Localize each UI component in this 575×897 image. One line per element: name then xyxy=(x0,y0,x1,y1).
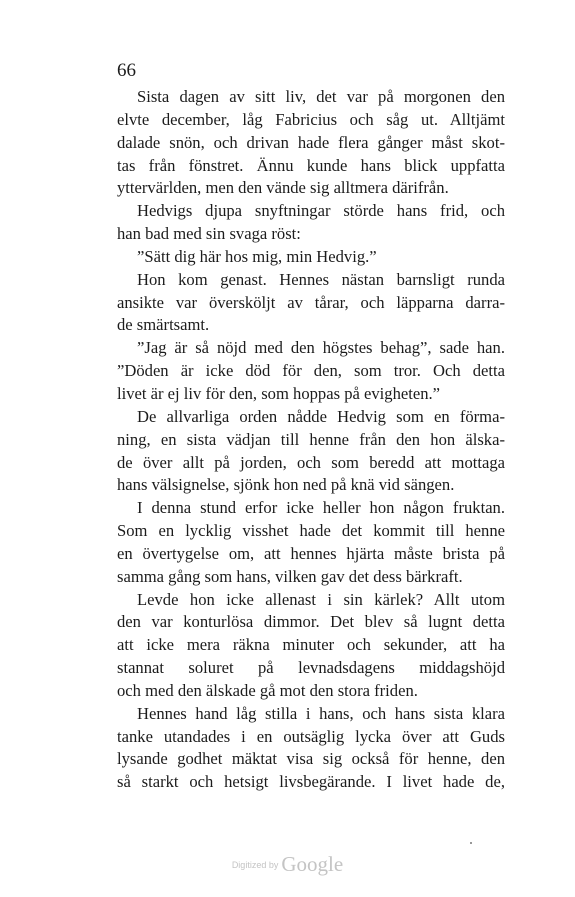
text-line: de över allt på jorden, och som beredd att mottaga xyxy=(117,452,505,472)
text-line: Hon kom genast. Hennes nästan barnsligt runda xyxy=(137,269,505,289)
text-line: Sista dagen av sitt liv, det var på morgonen den xyxy=(137,87,505,106)
page-number: 66 xyxy=(117,60,136,81)
text-line: att icke mera räkna minuter och sekunder, att ha xyxy=(117,635,505,655)
text-line: ”Sätt dig här hos mig, min Hedvig.” xyxy=(137,246,377,266)
text-line: dalade snön, och drivan hade flera gånger måst skot- xyxy=(117,132,505,152)
text-line: Som en lycklig visshet hade det kommit till henne xyxy=(117,521,505,541)
text-line: De allvarliga orden nådde Hedvig som en förma- xyxy=(137,406,505,426)
text-line: Hedvigs djupa snyftningar störde hans frid, och xyxy=(137,201,505,221)
text-line: Hennes hand låg stilla i hans, och hans sista klara xyxy=(137,703,505,723)
text-line: samma gång som hans, vilken gav det dess bärkraft. xyxy=(117,566,463,586)
watermark-prefix: Digitized by xyxy=(231,860,279,870)
text-line: så starkt och hetsigt livsbegärande. I livet hade de, xyxy=(117,772,505,792)
scan-speck xyxy=(470,842,472,844)
digitized-watermark xyxy=(0,852,575,877)
text-line: tanke utandades i en outsäglig lycka över att Guds xyxy=(117,726,505,746)
text-line: ”Jag är så nöjd med den högstes behag”, sade han. xyxy=(137,338,505,358)
text-line: tas från fönstret. Ännu kunde hans blick uppfatta xyxy=(117,155,505,175)
text-line: ansikte var översköljt av tårar, och läpparna darra- xyxy=(117,292,505,312)
text-line: livet är ej liv för den, som hoppas på evigheten.” xyxy=(117,383,441,403)
text-line: stannat soluret på levnadsdagens middagshöjd xyxy=(117,658,505,678)
body-text xyxy=(117,86,505,794)
text-line: hans välsignelse, sjönk hon ned på knä vid sängen. xyxy=(117,475,455,495)
text-line: ”Döden är icke död för den, som tror. Och detta xyxy=(117,361,505,381)
text-line: elvte december, låg Fabricius och såg ut. Alltjämt xyxy=(117,109,505,129)
text-line: de smärtsamt. xyxy=(117,315,210,335)
text-line: ning, en sista vädjan till henne från den hon älska- xyxy=(117,429,505,449)
google-logo: Google xyxy=(281,852,344,876)
text-line: Levde hon icke allenast i sin kärlek? Allt utom xyxy=(137,589,505,609)
text-line: en övertygelse om, att hennes hjärta måste brista på xyxy=(117,543,505,563)
text-line: lysande godhet mäktat visa sig också för henne, den xyxy=(117,749,505,769)
text-line: och med den älskade gå mot den stora friden. xyxy=(117,680,418,700)
text-line: I denna stund erfor icke heller hon någon fruktan. xyxy=(137,498,505,518)
text-line: yttervärlden, men den vände sig alltmera därifrån. xyxy=(117,178,449,198)
text-line: han bad med sin svaga röst: xyxy=(117,224,301,244)
text-line: den var konturlösa dimmor. Det blev så lugnt detta xyxy=(117,612,505,632)
